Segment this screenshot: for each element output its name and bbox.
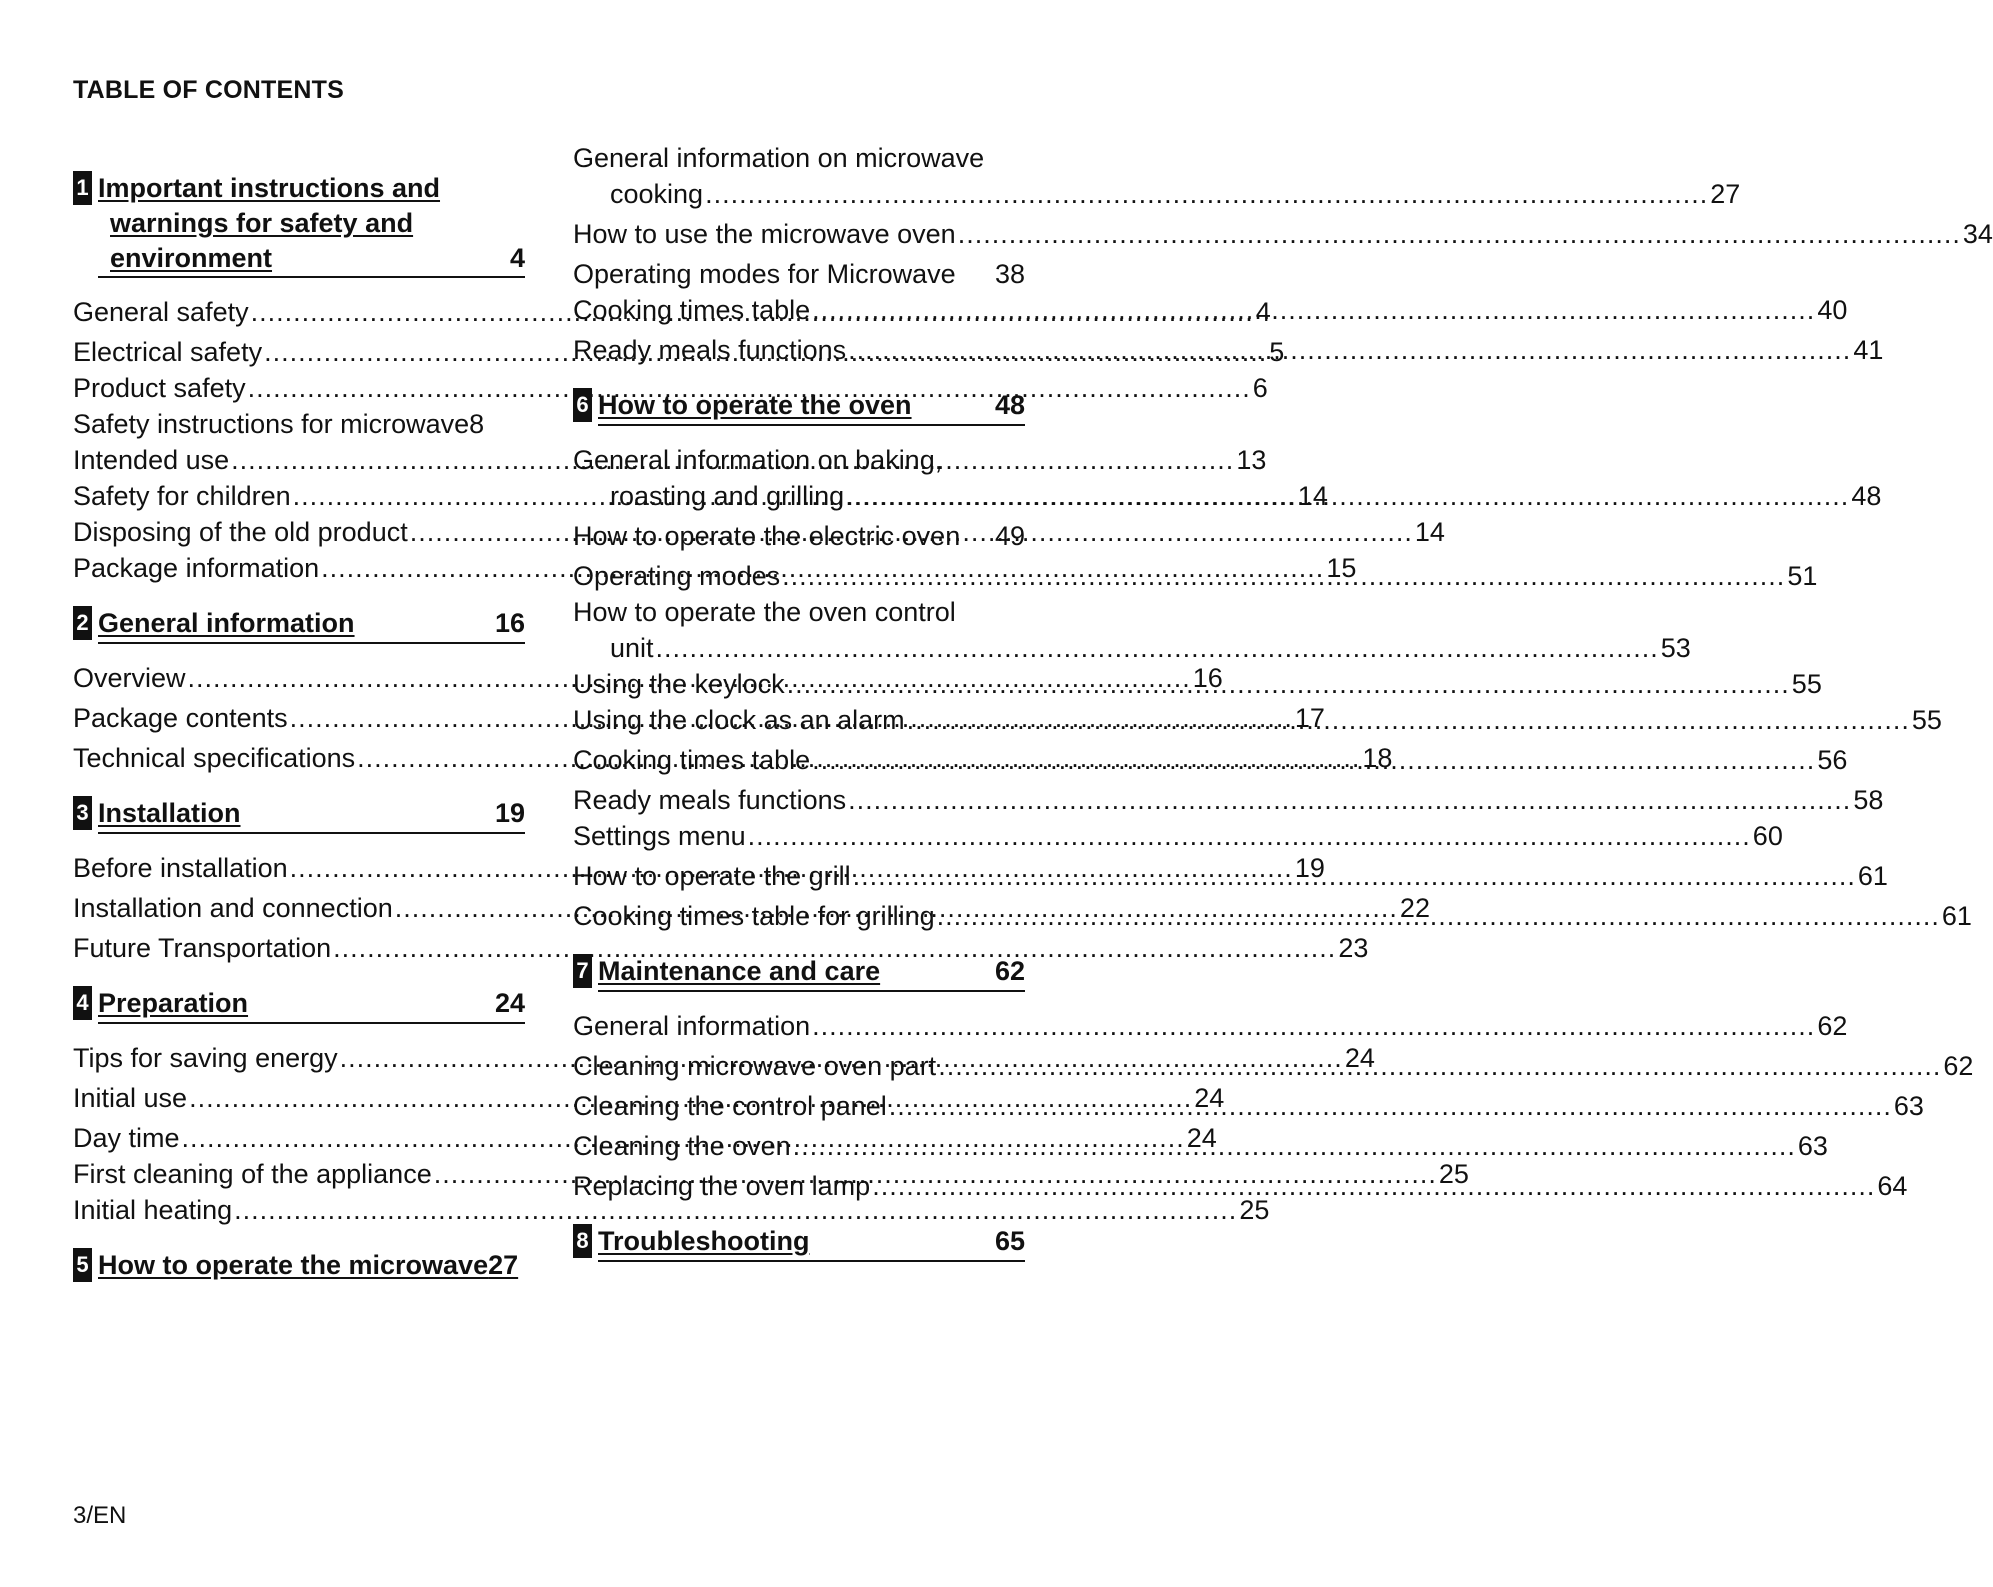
toc-entry-label: Cleaning the control panel (573, 1091, 887, 1121)
toc-section-5-heading[interactable] (73, 1248, 525, 1284)
toc-entry-page: 40 (1817, 295, 1848, 325)
toc-entry-page: 63 (1893, 1091, 1924, 1121)
toc-entry-page: 15 (1326, 553, 1357, 583)
toc-entry-label: Disposing of the old product (73, 517, 408, 547)
toc-entry-label: Future Transportation (73, 933, 332, 963)
toc-entry-label: Cooking times table (573, 745, 811, 775)
toc-entry[interactable] (573, 1008, 1848, 1044)
section-number-badge: 6 (573, 388, 592, 422)
toc-entry[interactable] (73, 406, 525, 442)
toc-entry-label: General information on baking, (573, 445, 943, 475)
toc-entry[interactable] (73, 1192, 1270, 1228)
toc-entry-label: Package information (73, 553, 320, 583)
toc-entry-label: Cleaning microwave oven part (573, 1051, 937, 1081)
toc-entry-page: 62 (1943, 1051, 1974, 1081)
leader-dots (656, 630, 1659, 666)
section-title: Maintenance and care (598, 956, 881, 986)
leader-dots (782, 558, 1785, 594)
toc-entry-page: 55 (1791, 669, 1822, 699)
toc-entry-label: Cooking times table for grilling (573, 901, 935, 931)
toc-entry-label: Ready meals functions (573, 335, 847, 365)
toc-entry-label: Safety instructions for microwave (73, 409, 470, 439)
leader-dots (787, 666, 1790, 702)
toc-entry-page: 4 (1255, 297, 1271, 327)
toc-entry-label: Package contents (73, 703, 288, 733)
toc-entry-page: 25 (1239, 1195, 1270, 1225)
toc-entry-page: 6 (1252, 373, 1268, 403)
toc-entry[interactable] (573, 518, 1025, 554)
toc-entry[interactable] (573, 594, 1691, 666)
section-page-number: 24 (494, 988, 525, 1018)
toc-entry-page: 51 (1787, 561, 1818, 591)
toc-entry-label: Technical specifications (73, 743, 356, 773)
toc-entry-label: Settings menu (573, 821, 746, 851)
leader-dots (812, 1008, 1815, 1044)
section-page-number: 27 (488, 1250, 519, 1280)
toc-entry-label: How to operate the electric oven (573, 521, 961, 551)
section-number-badge: 5 (73, 1248, 92, 1282)
toc-entry-label: Using the keylock (573, 669, 785, 699)
toc-entry-label: Tips for saving energy (73, 1043, 338, 1073)
toc-entry-label: General information on microwave (573, 143, 985, 173)
toc-entry-page: 53 (1660, 633, 1691, 663)
toc-entry[interactable] (573, 292, 1848, 328)
toc-entry-page: 55 (1911, 705, 1942, 735)
toc-entry-label: Before installation (73, 853, 288, 883)
toc-section-8-heading[interactable] (573, 1224, 1025, 1262)
toc-entry-label: General safety (73, 297, 249, 327)
toc-entry-page: 5 (1269, 337, 1285, 367)
leader-dots (846, 478, 1849, 514)
toc-entry-page: 48 (1851, 481, 1882, 511)
toc-entry-page: 38 (994, 259, 1025, 289)
toc-entry-page: 14 (1414, 517, 1445, 547)
section-title: Troubleshooting (598, 1226, 810, 1256)
section-title: How to operate the microwave (98, 1250, 489, 1280)
toc-entry-page: 41 (1853, 335, 1884, 365)
toc-entry-label: First cleaning of the appliance (73, 1159, 432, 1189)
section-title: How to operate the oven (598, 390, 912, 420)
leader-dots (705, 176, 1708, 212)
toc-entry-page: 56 (1817, 745, 1848, 775)
toc-entry-page: 60 (1752, 821, 1783, 851)
section-title: Preparation (98, 988, 249, 1018)
leader-dots (812, 742, 1815, 778)
toc-entry-page: 34 (1962, 219, 1993, 249)
toc-entry-label: Replacing the oven lamp (573, 1171, 871, 1201)
section-page-number: 65 (994, 1226, 1025, 1256)
toc-entry-page: 24 (1344, 1043, 1375, 1073)
toc-entry-label: How to use the microwave oven (573, 219, 956, 249)
section-page-number: 19 (494, 798, 525, 828)
toc-entry-page: 64 (1877, 1171, 1908, 1201)
toc-entry[interactable] (573, 256, 1025, 292)
toc-entry-label: Electrical safety (73, 337, 263, 367)
toc-entry-label: General information (573, 1011, 811, 1041)
leader-dots (853, 858, 1856, 894)
toc-entry-label: Initial heating (73, 1195, 233, 1225)
toc-entry-label: Operating modes (573, 561, 781, 591)
toc-entry-page: 24 (1194, 1083, 1225, 1113)
leader-dots (748, 818, 1751, 854)
toc-entry-label: Cleaning the oven (573, 1131, 791, 1161)
toc-entry-page: 14 (1297, 481, 1328, 511)
toc-section-1-heading[interactable] (73, 171, 525, 278)
toc-entry-label: Initial use (73, 1083, 188, 1113)
toc-entry-label: Product safety (73, 373, 246, 403)
toc-entry-label: Installation and connection (73, 893, 393, 923)
section-title-line: warnings for safety and (110, 208, 414, 238)
leader-dots (793, 1128, 1796, 1164)
toc-entry[interactable] (573, 818, 1783, 854)
leader-dots (889, 1088, 1892, 1124)
toc-section-6-heading[interactable] (573, 388, 1025, 426)
leader-dots (848, 782, 1851, 818)
toc-entry-page: 63 (1797, 1131, 1828, 1161)
toc-entry-page: 13 (1236, 445, 1267, 475)
toc-entry[interactable] (73, 930, 1369, 966)
toc-entry-label-continued: cooking (610, 179, 704, 209)
toc-entry-page: 16 (1192, 663, 1223, 693)
toc-entry[interactable] (573, 216, 1993, 252)
leader-dots (872, 1168, 1875, 1204)
leader-dots (958, 216, 1961, 252)
toc-entry-page: 61 (1941, 901, 1972, 931)
section-number-badge: 4 (73, 986, 92, 1020)
page-title: TABLE OF CONTENTS (73, 76, 344, 104)
section-page-number: 48 (994, 390, 1025, 420)
leader-dots (937, 898, 1940, 934)
toc-entry-page: 17 (1294, 703, 1325, 733)
toc-entry-label: Day time (73, 1123, 180, 1153)
toc-entry-label-continued: unit (610, 633, 654, 663)
section-page-number: 62 (994, 956, 1025, 986)
section-number-badge: 3 (73, 796, 92, 830)
toc-entry-label: Safety for children (73, 481, 291, 511)
toc-entry-page: 58 (1853, 785, 1884, 815)
toc-entry-page: 61 (1857, 861, 1888, 891)
section-number-badge: 8 (573, 1224, 592, 1258)
toc-entry[interactable] (573, 782, 1884, 818)
toc-entry-page: 27 (1710, 179, 1741, 209)
leader-dots (938, 1048, 1941, 1084)
toc-entry-label: Using the clock as an alarm (573, 705, 905, 735)
toc-section-2-heading[interactable] (73, 606, 525, 644)
section-number-badge: 7 (573, 954, 592, 988)
section-title-line: environment (110, 243, 273, 273)
toc-entry-label: Intended use (73, 445, 230, 475)
toc-section-3-heading[interactable] (73, 796, 525, 834)
toc-section-7-heading[interactable] (573, 954, 1025, 992)
toc-entry-page: 18 (1362, 743, 1393, 773)
toc-entry-page: 49 (994, 521, 1025, 551)
section-page-number: 16 (494, 608, 525, 638)
section-number-badge: 1 (73, 171, 92, 205)
page-footer-number: 3/EN (73, 1502, 127, 1529)
toc-entry[interactable] (573, 140, 1741, 212)
section-page-number: 4 (509, 243, 525, 273)
toc-entry-page: 62 (1817, 1011, 1848, 1041)
leader-dots (812, 292, 1815, 328)
toc-entry-label: How to operate the oven control (573, 597, 956, 627)
toc-entry-label: Operating modes for Microwave (573, 259, 956, 289)
toc-entry-page: 24 (1186, 1123, 1217, 1153)
section-title-line: Important instructions and (98, 173, 441, 203)
leader-dots (907, 702, 1910, 738)
toc-entry-page: 25 (1438, 1159, 1469, 1189)
toc-entry-label: Cooking times table (573, 295, 811, 325)
toc-entry-label-continued: roasting and grilling (610, 481, 845, 511)
toc-entry[interactable] (573, 332, 1884, 368)
toc-entry-page: 19 (1294, 853, 1325, 883)
toc-section-4-heading[interactable] (73, 986, 525, 1024)
section-title: Installation (98, 798, 241, 828)
toc-entry-label: How to operate the grill (573, 861, 851, 891)
toc-entry-page: 8 (469, 409, 485, 439)
leader-dots (848, 332, 1851, 368)
toc-entry-page: 22 (1399, 893, 1430, 923)
section-title: General information (98, 608, 355, 638)
toc-entry-page: 23 (1338, 933, 1369, 963)
section-number-badge: 2 (73, 606, 92, 640)
toc-entry-label: Overview (73, 663, 186, 693)
toc-entry-label: Ready meals functions (573, 785, 847, 815)
